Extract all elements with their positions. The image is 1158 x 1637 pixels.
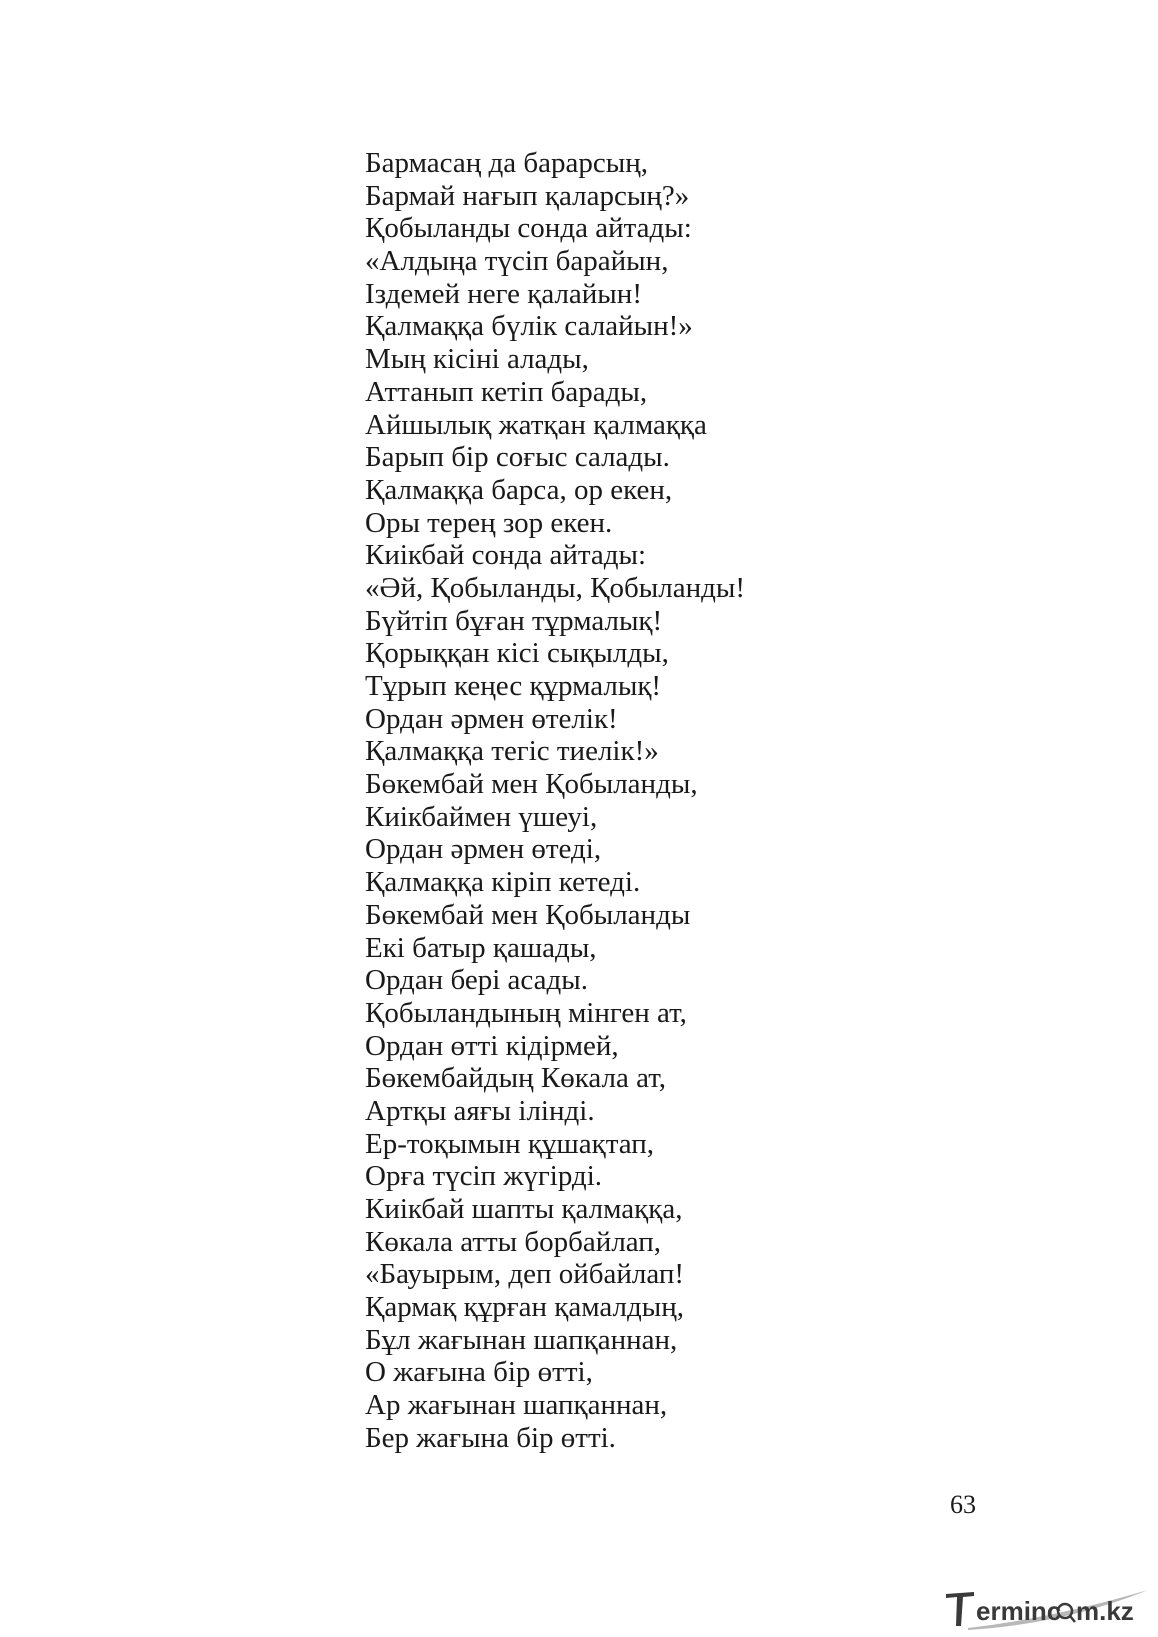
poem-line: Бүйтіп бұған тұрмалық! (365, 604, 663, 637)
poem-line: Бұл жағынан шапқаннан, (365, 1323, 678, 1356)
poem-line: Ар жағынан шапқаннан, (365, 1389, 668, 1422)
poem-line: Бөкембайдың Көкала ат, (365, 1062, 666, 1095)
poem-line: Киікбай шапты қалмаққа, (365, 1193, 683, 1225)
poem-line: Айшылық жатқан қалмаққа (365, 408, 707, 441)
poem-line: О жағына бір өтті, (365, 1356, 593, 1389)
poem-line: Ордан әрмен өтеді, (365, 833, 602, 866)
logo-text-part1: erminc (976, 1596, 1062, 1626)
poem-line: Оры терең зор екен. (365, 506, 613, 539)
poem-text (365, 147, 745, 1455)
poem-line: Қобыландының мінген ат, (365, 996, 687, 1029)
page-number: 63 (950, 1490, 976, 1519)
poem-line: Артқы аяғы ілінді. (365, 1094, 595, 1127)
poem-line: Қалмаққа кіріп кетеді. (365, 866, 641, 899)
poem-line: Көкала атты борбайлап, (365, 1225, 662, 1258)
poem-line: Бер жағына бір өтті. (365, 1421, 616, 1454)
poem-line: Бөкембай мен Қобыланды (365, 898, 691, 931)
poem-line: «Алдыңа түсіп барайын, (365, 245, 669, 278)
poem-line: Бармай нағып қаларсың?» (365, 179, 690, 212)
poem-line: Мың кісіні алады, (365, 343, 589, 376)
poem-line: «Бауырым, деп ойбайлап! (365, 1258, 685, 1291)
poem-line: Киікбай сонда айтады: (365, 539, 647, 572)
poem-line: Киікбаймен үшеуі, (365, 800, 598, 833)
poem-line: Ордан бері асады. (365, 964, 588, 997)
poem-line: Бөкембай мен Қобыланды, (365, 768, 698, 801)
poem-line: Тұрып кеңес құрмалық! (365, 670, 662, 702)
termincom-logo-graphic (944, 1588, 1150, 1630)
poem-line: Екі батыр қашады, (365, 931, 597, 964)
poem-line: Қалмаққа бүлік салайын!» (365, 310, 693, 343)
poem-line: Ордан әрмен өтелік! (365, 702, 618, 735)
poem-line: Ордан өтті кідірмей, (365, 1029, 619, 1062)
poem-line: Қобыланды сонда айтады: (365, 212, 692, 245)
poem-line: Іздемей неге қалайын! (365, 277, 642, 310)
logo-text-part2: m.kz (1076, 1596, 1134, 1626)
poem-line: Қалмаққа барса, ор екен, (365, 473, 673, 506)
poem-line: Қалмаққа тегіс тиелік!» (365, 735, 659, 768)
poem-line: «Әй, Қобыланды, Қобыланды! (365, 571, 745, 604)
poem-line: Аттанып кетіп барады, (365, 375, 648, 408)
poem-line: Қармақ құрған қамалдың, (365, 1291, 684, 1324)
poem-line: Орға түсіп жүгірді. (365, 1160, 602, 1193)
poem-line: Ер-тоқымын құшақтап, (365, 1127, 655, 1160)
poem-line: Барып бір соғыс салады. (365, 441, 670, 474)
poem-line: Бармасаң да бараpсың, (365, 147, 648, 179)
termincom-logo (944, 1588, 1150, 1630)
poem-line: Қорыққан кісі сықылды, (365, 637, 669, 670)
